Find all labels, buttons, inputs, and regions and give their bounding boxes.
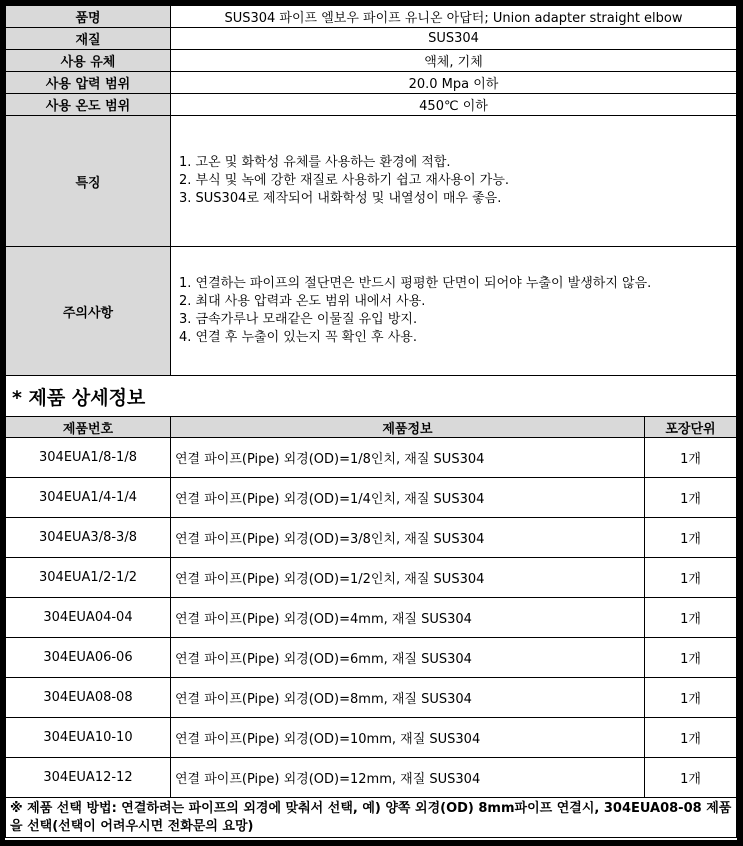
spec-table (5, 5, 737, 376)
product-unit: 1개 (645, 478, 737, 518)
product-unit: 1개 (645, 558, 737, 598)
table-row (6, 518, 737, 558)
product-unit: 1개 (645, 438, 737, 478)
product-unit: 1개 (645, 718, 737, 758)
product-table (5, 416, 737, 798)
spec-row-name (6, 6, 737, 28)
spec-label: 사용 유체 (6, 50, 171, 72)
cautions-text (171, 247, 737, 376)
spec-row-cautions (6, 247, 737, 376)
table-row (6, 678, 737, 718)
product-code: 304EUA1/2-1/2 (6, 558, 171, 598)
spec-label: 품명 (6, 6, 171, 28)
spec-row-temperature (6, 94, 737, 116)
header-code: 제품번호 (6, 417, 171, 438)
product-sheet (5, 5, 737, 840)
caution-line: 3. 금속가루나 모래같은 이물질 유입 방지. (179, 312, 418, 327)
product-info: 연결 파이프(Pipe) 외경(OD)=10mm, 재질 SUS304 (171, 718, 645, 758)
spec-label: 사용 온도 범위 (6, 94, 171, 116)
product-unit: 1개 (645, 598, 737, 638)
caution-line: 4. 연결 후 누출이 있는지 꼭 확인 후 사용. (179, 330, 417, 345)
section-title: * 제품 상세정보 (5, 376, 737, 416)
spec-value: 액체, 기체 (171, 50, 737, 72)
spec-row-fluid (6, 50, 737, 72)
spec-value: SUS304 (171, 28, 737, 50)
product-unit: 1개 (645, 638, 737, 678)
spec-row-material (6, 28, 737, 50)
product-info: 연결 파이프(Pipe) 외경(OD)=12mm, 재질 SUS304 (171, 758, 645, 798)
feature-line: 1. 고온 및 화학성 유체를 사용하는 환경에 적합. (179, 155, 451, 170)
header-unit: 포장단위 (645, 417, 737, 438)
table-row (6, 598, 737, 638)
product-table-header (6, 417, 737, 438)
product-unit: 1개 (645, 518, 737, 558)
spec-value: 450℃ 이하 (171, 94, 737, 116)
table-row (6, 758, 737, 798)
features-label: 특징 (6, 116, 171, 247)
product-info: 연결 파이프(Pipe) 외경(OD)=1/8인치, 재질 SUS304 (171, 438, 645, 478)
caution-line: 2. 최대 사용 압력과 온도 범위 내에서 사용. (179, 294, 426, 309)
spec-label: 사용 압력 범위 (6, 72, 171, 94)
product-info: 연결 파이프(Pipe) 외경(OD)=1/2인치, 재질 SUS304 (171, 558, 645, 598)
product-unit: 1개 (645, 678, 737, 718)
table-row (6, 438, 737, 478)
table-row (6, 558, 737, 598)
product-code: 304EUA12-12 (6, 758, 171, 798)
product-code: 304EUA3/8-3/8 (6, 518, 171, 558)
spec-label: 재질 (6, 28, 171, 50)
feature-line: 2. 부식 및 녹에 강한 재질로 사용하기 쉽고 재사용이 가능. (179, 173, 510, 188)
product-code: 304EUA1/4-1/4 (6, 478, 171, 518)
product-info: 연결 파이프(Pipe) 외경(OD)=6mm, 재질 SUS304 (171, 638, 645, 678)
spec-row-features (6, 116, 737, 247)
selection-note: ※ 제품 선택 방법: 연결하려는 파이프의 외경에 맞춰서 선택, 예) 양쪽 외경(OD) 8mm파이프 연결시, 304EUA08-08 제품을 선택(선택이 어려우시면 전화문의 요망) (5, 798, 737, 838)
product-info: 연결 파이프(Pipe) 외경(OD)=3/8인치, 재질 SUS304 (171, 518, 645, 558)
table-row (6, 718, 737, 758)
product-info: 연결 파이프(Pipe) 외경(OD)=8mm, 재질 SUS304 (171, 678, 645, 718)
product-info: 연결 파이프(Pipe) 외경(OD)=4mm, 재질 SUS304 (171, 598, 645, 638)
product-code: 304EUA08-08 (6, 678, 171, 718)
product-unit: 1개 (645, 758, 737, 798)
spec-value: SUS304 파이프 엘보우 파이프 유니온 아답터; Union adapter straight elbow (171, 6, 737, 28)
feature-line: 3. SUS304로 제작되어 내화학성 및 내열성이 매우 좋음. (179, 191, 502, 206)
table-row (6, 478, 737, 518)
spec-value: 20.0 Mpa 이하 (171, 72, 737, 94)
spec-row-pressure (6, 72, 737, 94)
product-code: 304EUA06-06 (6, 638, 171, 678)
product-code: 304EUA10-10 (6, 718, 171, 758)
table-row (6, 638, 737, 678)
product-code: 304EUA04-04 (6, 598, 171, 638)
product-info: 연결 파이프(Pipe) 외경(OD)=1/4인치, 재질 SUS304 (171, 478, 645, 518)
caution-line: 1. 연결하는 파이프의 절단면은 반드시 평평한 단면이 되어야 누출이 발생하지 않음. (179, 276, 652, 291)
cautions-label: 주의사항 (6, 247, 171, 376)
features-text (171, 116, 737, 247)
product-code: 304EUA1/8-1/8 (6, 438, 171, 478)
header-info: 제품정보 (171, 417, 645, 438)
